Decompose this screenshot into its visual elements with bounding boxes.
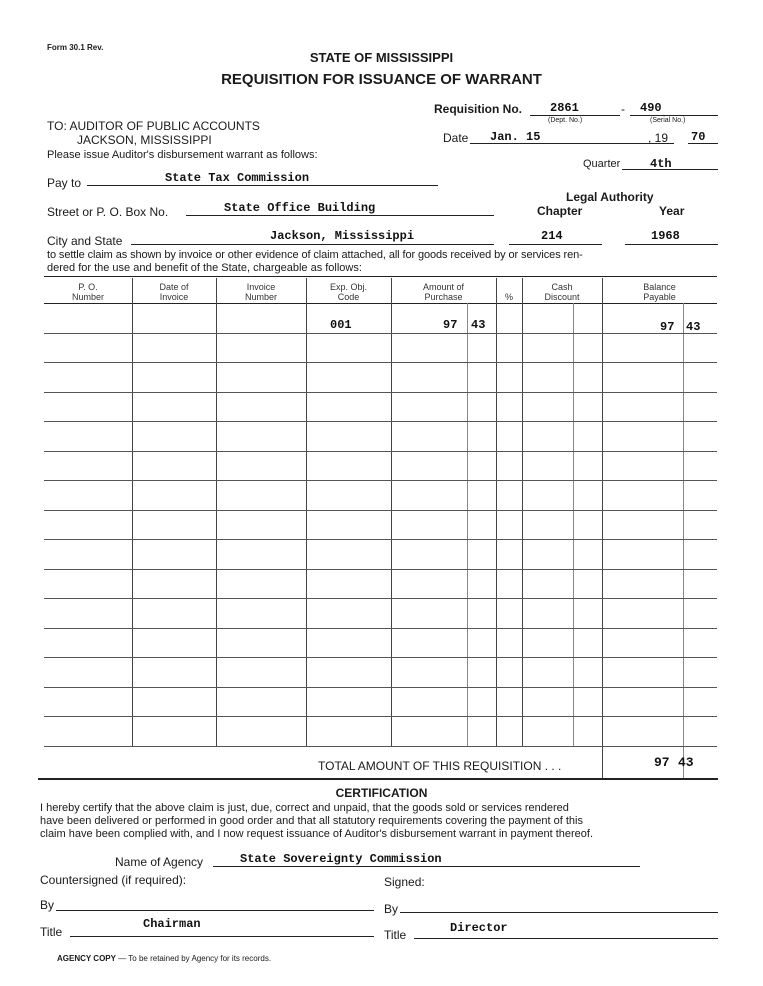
requisition-label: Requisition No.	[434, 102, 522, 116]
countersigned-label: Countersigned (if required):	[40, 873, 187, 887]
col-line	[602, 278, 603, 780]
col-line-cents	[573, 303, 574, 746]
by-left-line	[56, 910, 374, 911]
date-year-value: 70	[691, 130, 706, 144]
please-issue-text: Please issue Auditor's disbursement warrant as follows:	[47, 149, 318, 161]
title-right-label: Title	[384, 928, 407, 942]
row-line	[44, 421, 717, 422]
total-dollars: 97	[654, 755, 670, 770]
street-label: Street or P. O. Box No.	[47, 205, 169, 219]
by-right-line	[400, 912, 718, 913]
chapter-value: 214	[541, 229, 563, 243]
footer-text: — To be retained by Agency for its records.	[118, 954, 272, 963]
to-city-line: JACKSON, MISSISSIPPI	[77, 133, 212, 147]
col-line	[216, 278, 217, 746]
row1-amount-dollars: 97	[443, 318, 458, 332]
title-left-label: Title	[40, 925, 63, 939]
col-line-cents	[467, 303, 468, 746]
row-line	[44, 480, 717, 481]
chapter-line	[509, 244, 602, 245]
header-date-of-invoice: Date of Invoice	[159, 282, 189, 302]
row-line	[44, 716, 717, 717]
title-left-line	[70, 936, 374, 937]
header-po: P. O. Number	[71, 282, 104, 302]
row-line	[44, 392, 717, 393]
state-title: STATE OF MISSISSIPPI	[309, 50, 454, 65]
certification-line3: claim have been complied with, and I now request issuance of Auditor's disbursement warrant in payment thereof.	[40, 828, 594, 840]
row-line	[44, 451, 717, 452]
settle-text-line1: to settle claim as shown by invoice or other evidence of claim attached, all for goods received by or services ren-	[47, 249, 583, 261]
serial-no-line	[630, 115, 718, 116]
total-label: TOTAL AMOUNT OF THIS REQUISITION . . .	[318, 759, 562, 773]
footer-note	[57, 954, 271, 963]
row-line	[44, 628, 717, 629]
row1-amount-cents: 43	[471, 318, 486, 332]
by-left-label: By	[40, 898, 55, 912]
total-cents: 43	[678, 755, 694, 770]
pay-to-value: State Tax Commission	[165, 171, 310, 185]
col-line	[391, 278, 392, 746]
agency-label: Name of Agency	[115, 855, 204, 869]
header-percent: %	[504, 292, 513, 302]
quarter-value: 4th	[650, 157, 672, 171]
col-line	[522, 278, 523, 746]
certification-line2: have been delivered or performed in good order and that all statutory requirements covering the payment of this	[40, 815, 583, 827]
year-value: 1968	[651, 229, 680, 243]
pay-to-line	[87, 185, 438, 186]
row-line	[44, 569, 717, 570]
to-auditor-line: TO: AUDITOR OF PUBLIC ACCOUNTS	[47, 119, 260, 133]
row-line	[44, 657, 717, 658]
col-line	[132, 278, 133, 746]
table-top-border	[44, 276, 717, 277]
form-number: Form 30.1 Rev.	[47, 43, 104, 52]
requisition-dash: -	[621, 102, 625, 116]
row-line	[44, 362, 717, 363]
table-header-border	[44, 303, 717, 304]
legal-authority-title: Legal Authority	[566, 190, 654, 204]
agency-line	[213, 866, 640, 867]
year-line	[625, 244, 718, 245]
street-line	[186, 215, 494, 216]
signed-label: Signed:	[384, 875, 425, 889]
date-label: Date	[443, 131, 469, 145]
street-value: State Office Building	[224, 201, 376, 215]
dept-no-value: 2861	[550, 101, 579, 115]
city-value: Jackson, Mississippi	[270, 229, 415, 243]
row1-balance-cents: 43	[686, 320, 701, 334]
title-right-value: Director	[450, 921, 508, 935]
row1-exp-obj-code: 001	[330, 318, 352, 332]
date-value: Jan. 15	[490, 130, 541, 144]
header-exp-obj-code: Exp. Obj. Code	[329, 282, 367, 302]
chapter-label: Chapter	[537, 204, 583, 218]
footer-agency-copy: AGENCY COPY	[57, 954, 116, 963]
quarter-label: Quarter	[583, 158, 621, 170]
pay-to-label: Pay to	[47, 176, 82, 190]
col-line	[496, 278, 497, 746]
row-line	[44, 510, 717, 511]
serial-no-value: 490	[640, 101, 662, 115]
agency-value: State Sovereignty Commission	[240, 852, 442, 866]
dept-no-line	[530, 115, 620, 116]
row-line	[44, 687, 717, 688]
row-line	[44, 598, 717, 599]
row1-balance-dollars: 97	[660, 320, 675, 334]
header-balance-payable: Balance Payable	[643, 282, 676, 302]
row-line	[44, 539, 717, 540]
col-line	[306, 278, 307, 746]
title-left-value: Chairman	[143, 917, 201, 931]
by-right-label: By	[384, 902, 399, 916]
title-right-line	[414, 938, 718, 939]
col-line-cents	[683, 303, 684, 780]
document-title: REQUISITION FOR ISSUANCE OF WARRANT	[221, 71, 542, 88]
year-label: Year	[659, 204, 685, 218]
certification-line1: I hereby certify that the above claim is just, due, correct and unpaid, that the goods sold or services rendered	[40, 802, 569, 814]
header-cash-discount: Cash Discount	[544, 282, 580, 302]
serial-no-caption: (Serial No.)	[650, 117, 686, 124]
date-year-prefix: , 19	[648, 131, 669, 145]
header-invoice-number: Invoice Number	[244, 282, 277, 302]
row-line	[44, 746, 717, 747]
certification-title: CERTIFICATION	[335, 786, 428, 800]
settle-text-line2: dered for the use and benefit of the State, chargeable as follows:	[47, 262, 362, 274]
header-amount-of-purchase: Amount of Purchase	[422, 282, 465, 302]
city-label: City and State	[47, 234, 123, 248]
total-border	[38, 778, 718, 780]
dept-no-caption: (Dept. No.)	[548, 117, 583, 124]
city-line	[131, 244, 494, 245]
row-line	[44, 333, 717, 334]
